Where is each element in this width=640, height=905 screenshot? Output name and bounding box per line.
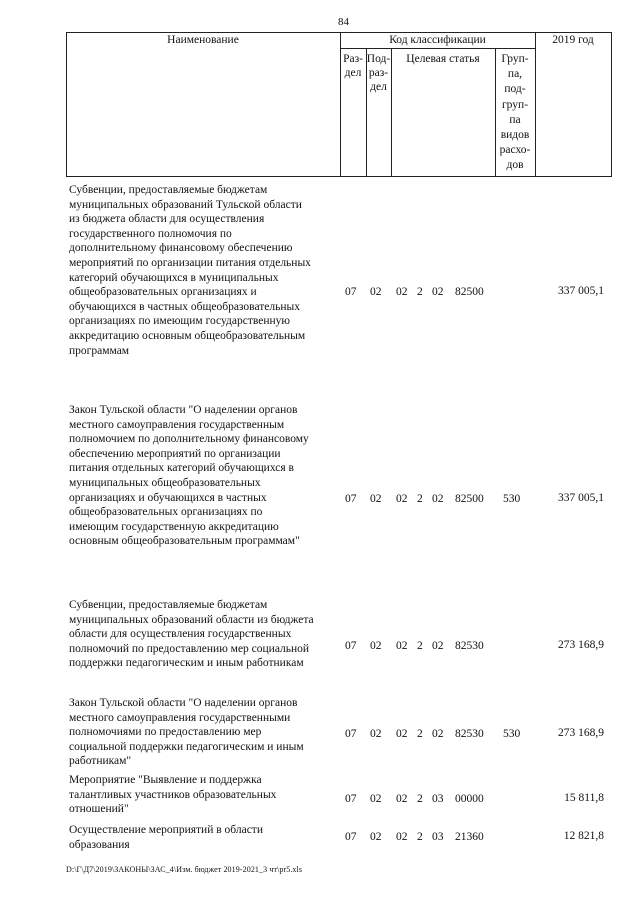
- name-line: Субвенции, предоставляемые бюджетам: [69, 599, 268, 611]
- amount-cell: 337 005,1: [558, 285, 604, 297]
- name-line: талантливых участников образовательных: [69, 788, 277, 801]
- target-article-part-cell: 02: [396, 640, 408, 652]
- name-line: основным общеобразовательным программам": [69, 535, 300, 548]
- name-line: Закон Тульской области "О наделении органов: [69, 404, 298, 416]
- razdel-cell: 07: [345, 831, 357, 843]
- row-name: [69, 823, 337, 852]
- header-expense-group-line: расхо-: [499, 144, 531, 157]
- header-podrazdel-line: Под-: [366, 53, 391, 65]
- amount-cell: 12 821,8: [563, 830, 604, 842]
- table-left-border: [66, 32, 67, 177]
- target-article-part-cell: 02: [432, 286, 444, 298]
- razdel-cell: 07: [345, 728, 357, 740]
- target-article-part-cell: 2: [417, 793, 423, 805]
- target-article-part-cell: 82530: [455, 640, 484, 652]
- name-line: обеспечению мероприятий по организации: [69, 447, 281, 460]
- header-expense-group-line: па: [509, 113, 521, 126]
- target-article-part-cell: 2: [417, 728, 423, 740]
- target-article-part-cell: 02: [432, 728, 444, 740]
- target-article-part-cell: 02: [432, 640, 444, 652]
- header-target-article: [391, 52, 495, 66]
- header-expense-group-line: видов: [500, 129, 530, 142]
- row-name: [69, 183, 337, 358]
- target-article-part-cell: 82530: [455, 728, 484, 740]
- name-line: государственного полномочия по: [69, 227, 232, 240]
- target-article-part-cell: 02: [396, 793, 408, 805]
- name-line: муниципальных общеобразовательных: [69, 476, 261, 489]
- name-line: местного самоуправления государственным: [69, 418, 285, 431]
- name-line: имеющим государственную аккредитацию: [69, 520, 279, 533]
- podrazdel-cell: 02: [370, 493, 382, 505]
- target-article-part-cell: 2: [417, 286, 423, 298]
- podrazdel-cell: 02: [370, 640, 382, 652]
- target-article-part-cell: 02: [396, 831, 408, 843]
- name-line: аккредитацию основным общеобразовательным: [69, 329, 306, 342]
- header-podrazdel-line: дел: [370, 81, 387, 93]
- table-right-border: [611, 32, 612, 177]
- name-line: полномочиями по предоставлению мер: [69, 726, 262, 739]
- name-line: категорий обучающихся в муниципальных: [69, 271, 279, 284]
- amount-cell: 273 168,9: [558, 639, 604, 651]
- header-razdel-line: Раз-: [343, 53, 363, 65]
- row-name: [69, 598, 337, 671]
- target-article-part-cell: 2: [417, 640, 423, 652]
- name-line: отношений": [69, 803, 129, 816]
- code-subheader-border: [340, 48, 535, 49]
- amount-cell: 337 005,1: [558, 492, 604, 504]
- podrazdel-cell: 02: [370, 286, 382, 298]
- header-year: 2019 год: [552, 34, 594, 46]
- name-line: программам: [69, 344, 130, 357]
- name-line: полномочием по дополнительному финансовому: [69, 433, 309, 446]
- target-article-part-cell: 00000: [455, 793, 484, 805]
- razdel-cell: 07: [345, 640, 357, 652]
- target-article-part-cell: 03: [432, 831, 444, 843]
- razdel-cell: 07: [345, 493, 357, 505]
- podrazdel-column-border: [391, 48, 392, 177]
- name-line: полномочий по предоставлению мер социальной: [69, 642, 310, 655]
- target-article-part-cell: 02: [396, 493, 408, 505]
- header-code: Код классификации: [389, 34, 486, 46]
- name-line: организациях и обучающихся в частных: [69, 491, 267, 504]
- name-line: образования: [69, 838, 130, 851]
- header-expense-group: [495, 52, 535, 174]
- name-line: общеобразовательных организациях и: [69, 286, 257, 299]
- name-line: Мероприятие "Выявление и поддержка: [69, 774, 262, 786]
- razdel-cell: 07: [345, 286, 357, 298]
- podrazdel-cell: 02: [370, 831, 382, 843]
- target-article-part-cell: 21360: [455, 831, 484, 843]
- target-article-part-cell: 2: [417, 831, 423, 843]
- page-number: 84: [338, 16, 349, 28]
- row-name: [69, 403, 337, 549]
- name-line: питания отдельных категорий обучающихся в: [69, 462, 294, 475]
- expense-type-cell: 530: [503, 728, 521, 740]
- header-bottom-border: [66, 176, 612, 177]
- header-razdel-line: дел: [344, 67, 362, 79]
- header-expense-group-line: па,: [507, 68, 523, 81]
- code-column-border: [535, 32, 536, 177]
- name-line: работникам": [69, 755, 132, 768]
- row-name: [69, 773, 337, 817]
- target-article-part-cell: 02: [432, 493, 444, 505]
- file-path-footer: D:\Г\Д7\2019\ЗАКОНЫ\ЗАС_4\Изм. бюджет 2019-2021_3 чт\pr5.xls: [66, 865, 303, 874]
- name-line: местного самоуправления государственными: [69, 711, 291, 724]
- name-line: обучающихся в частных общеобразовательных: [69, 300, 300, 313]
- name-line: социальной поддержки педагогическим и иным: [69, 740, 304, 753]
- header-expense-group-line: груп-: [501, 98, 529, 111]
- header-expense-group-line: дов: [506, 159, 524, 172]
- amount-cell: 273 168,9: [558, 727, 604, 739]
- target-article-part-cell: 82500: [455, 286, 484, 298]
- target-article-part-cell: 2: [417, 493, 423, 505]
- name-line: общеобразовательных организациях по: [69, 506, 263, 519]
- name-line: из бюджета области для осуществления: [69, 213, 265, 226]
- header-target-article-line: Целевая статья: [406, 53, 480, 65]
- name-line: Субвенции, предоставляемые бюджетам: [69, 184, 268, 196]
- row-name: [69, 696, 337, 769]
- header-podrazdel-line: раз-: [368, 67, 389, 79]
- header-expense-group-line: Груп-: [501, 53, 529, 65]
- podrazdel-cell: 02: [370, 793, 382, 805]
- header-razdel: [340, 52, 366, 80]
- name-line: мероприятий по организации питания отдельных: [69, 256, 311, 269]
- header-podrazdel: [366, 52, 391, 94]
- name-line: муниципальных образований Тульской области: [69, 198, 302, 211]
- name-line: дополнительному финансовому обеспечению: [69, 242, 293, 255]
- target-article-part-cell: 02: [396, 286, 408, 298]
- target-article-part-cell: 02: [396, 728, 408, 740]
- header-expense-group-line: под-: [504, 83, 526, 96]
- target-article-part-cell: 82500: [455, 493, 484, 505]
- name-line: поддержки педагогическим и иным работникам: [69, 657, 304, 670]
- amount-cell: 15 811,8: [564, 792, 604, 804]
- name-line: Закон Тульской области "О наделении органов: [69, 697, 298, 709]
- razdel-cell: 07: [345, 793, 357, 805]
- header-name: Наименование: [167, 34, 239, 46]
- podrazdel-cell: 02: [370, 728, 382, 740]
- name-line: области для осуществления государственных: [69, 628, 292, 641]
- target-article-part-cell: 03: [432, 793, 444, 805]
- name-line: Осуществление мероприятий в области: [69, 824, 263, 836]
- name-line: муниципальных образований области из бюджета: [69, 613, 314, 626]
- expense-type-cell: 530: [503, 493, 521, 505]
- name-line: организациях по имеющим государственную: [69, 315, 290, 328]
